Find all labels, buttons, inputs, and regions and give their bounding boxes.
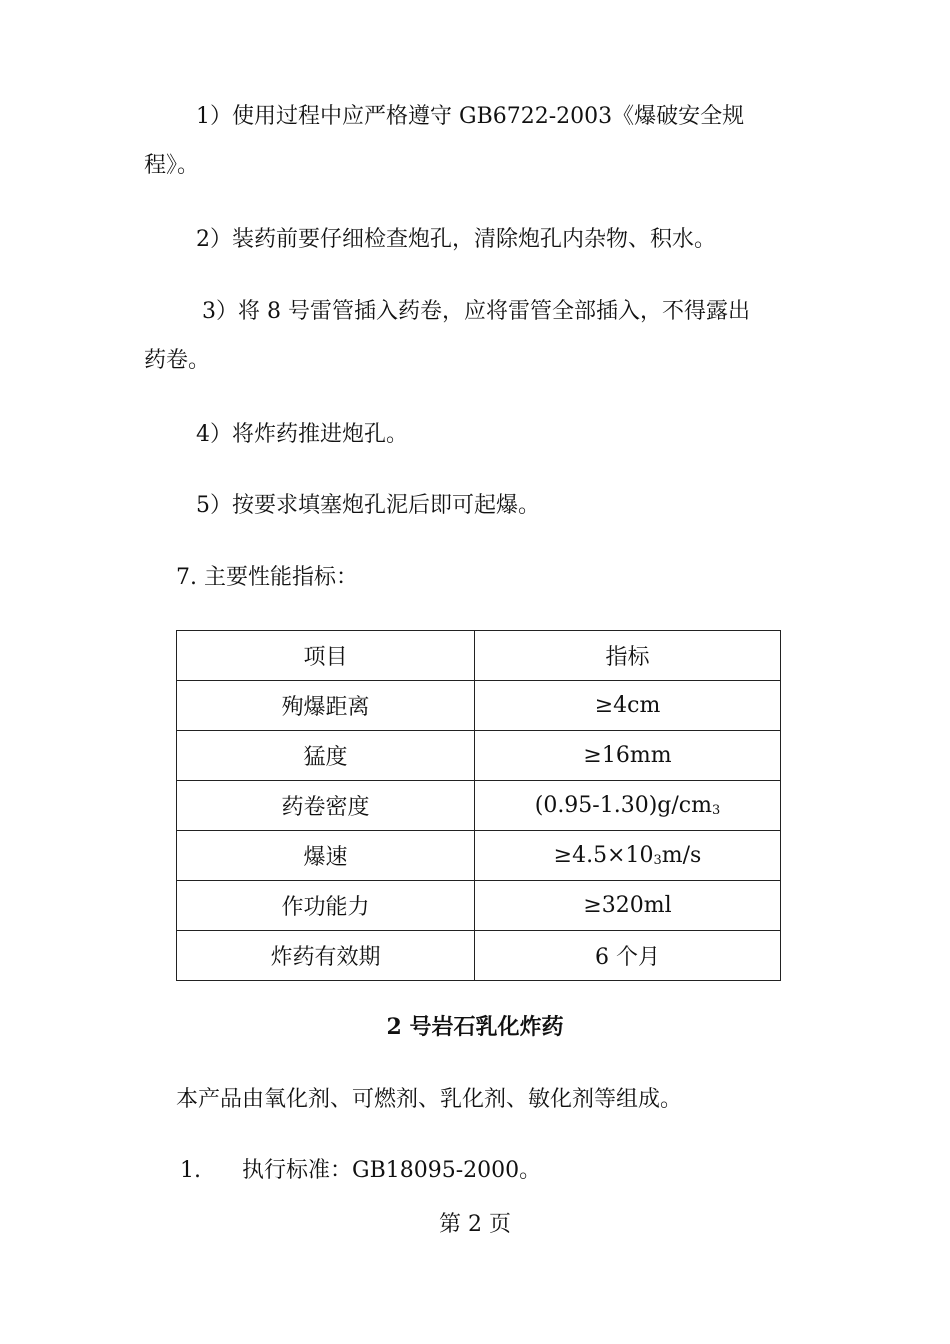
table-cell-value [475,781,781,831]
paragraph-3-line-1: 3）将 8 号雷管插入药卷，应将雷管全部插入，不得露出 [202,299,750,324]
table-cell-value: ≥320ml [475,881,781,931]
table-cell-item: 爆速 [177,831,475,881]
table-row [177,731,781,781]
velocity-value: ≥4.5×10 [553,843,654,868]
performance-table [176,630,781,981]
table-row [177,881,781,931]
list-item-text: 执行标准：GB18095-2000。 [242,1158,542,1183]
paragraph-1-line-2: 程》。 [144,153,200,178]
product-intro: 本产品由氧化剂、可燃剂、乳化剂、敏化剂等组成。 [176,1087,683,1112]
table-header-value: 指标 [475,631,781,681]
table-cell-value: ≥16mm [475,731,781,781]
section-7-heading: 7. 主要性能指标： [176,565,358,590]
paragraph-1-line-1: 1）使用过程中应严格遵守 GB6722-2003《爆破安全规 [196,104,745,129]
page-number: 第 2 页 [439,1212,511,1237]
velocity-exponent: 3 [653,853,662,868]
table-cell-item: 猛度 [177,731,475,781]
density-value: (0.95-1.30)g/cm [534,793,712,818]
table-row [177,781,781,831]
table-cell-item: 作功能力 [177,881,475,931]
density-exponent: 3 [711,803,721,818]
velocity-unit: m/s [661,843,702,868]
paragraph-4: 4）将炸药推进炮孔。 [196,422,408,447]
table-cell-value [475,831,781,881]
table-header-row [177,631,781,681]
table-header-item: 项目 [177,631,475,681]
table-cell-item: 药卷密度 [177,781,475,831]
paragraph-5: 5）按要求填塞炮孔泥后即可起爆。 [196,493,540,518]
list-item-number: 1. [180,1158,201,1183]
table-cell-value: ≥4cm [475,681,781,731]
table-row [177,831,781,881]
product-heading: 2 号岩石乳化炸药 [386,1014,564,1040]
table-row [177,681,781,731]
table-cell-value: 6 个月 [475,931,781,981]
paragraph-3-line-2: 药卷。 [144,348,211,373]
table-cell-item: 炸药有效期 [177,931,475,981]
table-row [177,931,781,981]
paragraph-2: 2）装药前要仔细检查炮孔，清除炮孔内杂物、积水。 [196,227,716,252]
table-cell-item: 殉爆距离 [177,681,475,731]
